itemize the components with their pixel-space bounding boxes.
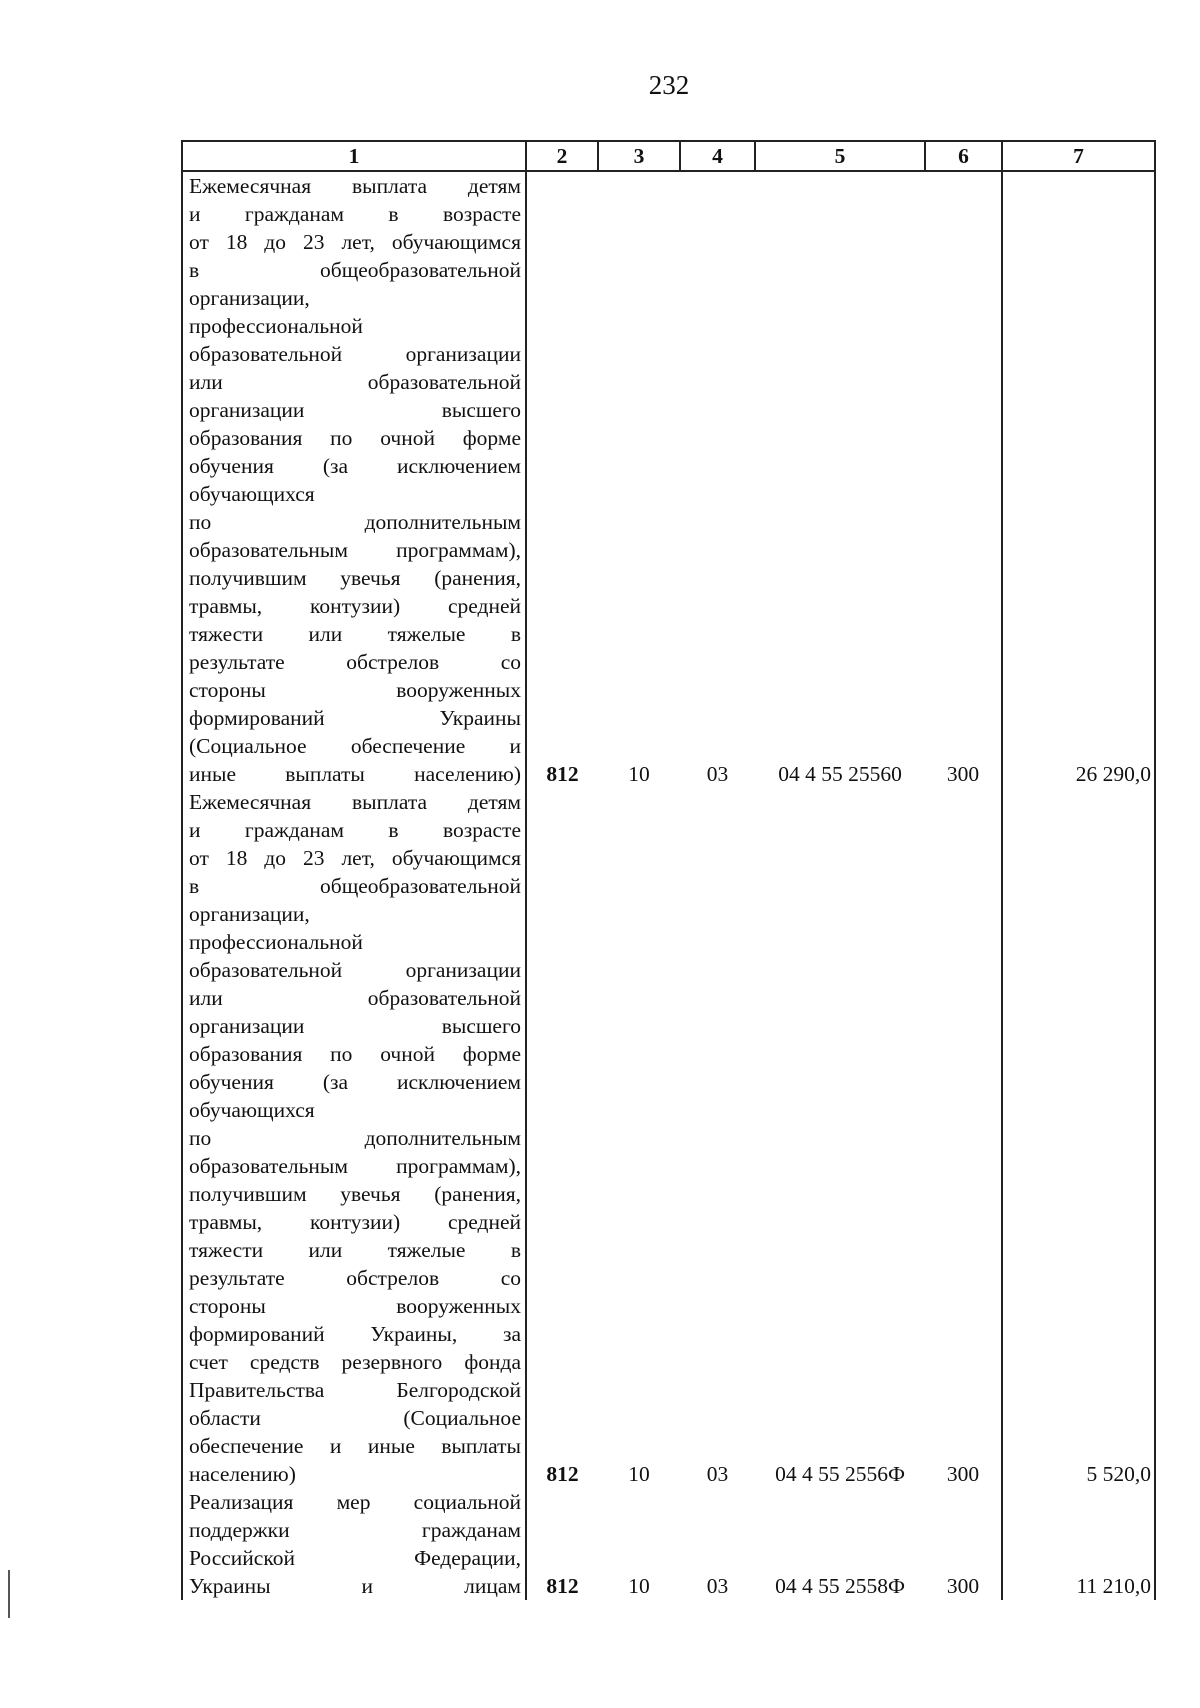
description-line: травмы, контузии) средней xyxy=(189,594,521,618)
description-line: от 18 до 23 лет, обучающимся xyxy=(189,230,521,254)
column-header: 4 xyxy=(680,141,755,171)
description-line: образовательной организации xyxy=(189,342,521,366)
table-row xyxy=(182,171,1155,788)
description-line: Правительства Белгородской xyxy=(189,1378,521,1402)
description-line: формирований Украины xyxy=(189,706,521,730)
column-header: 2 xyxy=(526,141,598,171)
description-line: получившим увечья (ранения, xyxy=(189,566,521,590)
amount-cell: 11 210,0 xyxy=(1002,1488,1155,1600)
ministry-code-cell: 812 xyxy=(546,762,579,786)
section-code-cell: 10 xyxy=(628,1462,650,1486)
expense-type-cell: 300 xyxy=(946,1574,980,1598)
description-line: и гражданам в возрасте xyxy=(189,202,521,226)
description-line: населению) xyxy=(189,1462,296,1486)
description-line: образовательным программам), xyxy=(189,538,521,562)
row-description xyxy=(182,788,526,1488)
description-line: получившим увечья (ранения, xyxy=(189,1182,521,1206)
budget-table xyxy=(181,140,1156,1600)
description-line: или образовательной xyxy=(189,986,521,1010)
description-line: Ежемесячная выплата детям xyxy=(189,790,521,814)
description-line: в общеобразовательной xyxy=(189,258,521,282)
description-line: организации высшего xyxy=(189,1014,521,1038)
description-line: травмы, контузии) средней xyxy=(189,1210,521,1234)
description-line: по дополнительным xyxy=(189,1126,521,1150)
description-line: образовательным программам), xyxy=(189,1154,521,1178)
description-line: области (Социальное xyxy=(189,1406,521,1430)
subsection-code-cell: 03 xyxy=(706,1574,729,1598)
target-article-cell: 04 4 55 2556Ф xyxy=(775,1462,905,1486)
description-line: поддержки гражданам xyxy=(189,1518,521,1542)
amount-cell: 5 520,0 xyxy=(1002,788,1155,1488)
description-line: обучения (за исключением xyxy=(189,454,521,478)
description-line: формирований Украины, за xyxy=(189,1322,521,1346)
ministry-code-cell: 812 xyxy=(546,1462,579,1486)
target-article-cell: 04 4 55 2558Ф xyxy=(775,1574,905,1598)
section-code-cell: 10 xyxy=(628,762,650,786)
description-line: образовательной организации xyxy=(189,958,521,982)
section-code-cell: 10 xyxy=(628,1574,650,1598)
subsection-code-cell: 03 xyxy=(706,1462,729,1486)
description-line: профессиональной xyxy=(189,314,363,338)
description-line: Украины и лицам xyxy=(189,1574,521,1598)
scan-margin-mark xyxy=(8,1570,10,1618)
description-line: тяжести или тяжелые в xyxy=(189,622,521,646)
description-line: (Социальное обеспечение и xyxy=(189,734,521,758)
description-line: обеспечение и иные выплаты xyxy=(189,1434,521,1458)
description-line: обучения (за исключением xyxy=(189,1070,521,1094)
description-line: и гражданам в возрасте xyxy=(189,818,521,842)
column-header: 5 xyxy=(755,141,925,171)
table-row xyxy=(182,1488,1155,1600)
table-header-row xyxy=(182,141,1155,171)
description-line: стороны вооруженных xyxy=(189,678,521,702)
expense-type-cell: 300 xyxy=(946,1462,980,1486)
description-line: обучающихся xyxy=(189,1098,315,1122)
column-header: 1 xyxy=(182,141,526,171)
table-row xyxy=(182,788,1155,1488)
target-article-cell: 04 4 55 25560 xyxy=(778,762,902,786)
description-line: организации, xyxy=(189,902,310,926)
page-number: 232 xyxy=(648,70,690,100)
description-line: Реализация мер социальной xyxy=(189,1490,521,1514)
description-line: или образовательной xyxy=(189,370,521,394)
description-line: тяжести или тяжелые в xyxy=(189,1238,521,1262)
description-line: от 18 до 23 лет, обучающимся xyxy=(189,846,521,870)
row-description xyxy=(182,1488,526,1600)
description-line: иные выплаты населению) xyxy=(189,762,521,786)
description-line: счет средств резервного фонда xyxy=(189,1350,521,1374)
description-line: результате обстрелов со xyxy=(189,1266,521,1290)
description-line: образования по очной форме xyxy=(189,426,521,450)
description-line: стороны вооруженных xyxy=(189,1294,521,1318)
subsection-code-cell: 03 xyxy=(706,762,729,786)
row-description xyxy=(182,171,526,788)
description-line: образования по очной форме xyxy=(189,1042,521,1066)
description-line: профессиональной xyxy=(189,930,363,954)
description-line: организации, xyxy=(189,286,310,310)
ministry-code-cell: 812 xyxy=(546,1574,579,1598)
column-header: 6 xyxy=(925,141,1002,171)
column-header: 7 xyxy=(1002,141,1155,171)
description-line: результате обстрелов со xyxy=(189,650,521,674)
description-line: Ежемесячная выплата детям xyxy=(189,174,521,198)
column-header: 3 xyxy=(598,141,680,171)
description-line: по дополнительным xyxy=(189,510,521,534)
description-line: организации высшего xyxy=(189,398,521,422)
description-line: в общеобразовательной xyxy=(189,874,521,898)
description-line: Российской Федерации, xyxy=(189,1546,521,1570)
expense-type-cell: 300 xyxy=(946,762,980,786)
description-line: обучающихся xyxy=(189,482,315,506)
amount-cell: 26 290,0 xyxy=(1002,171,1155,788)
